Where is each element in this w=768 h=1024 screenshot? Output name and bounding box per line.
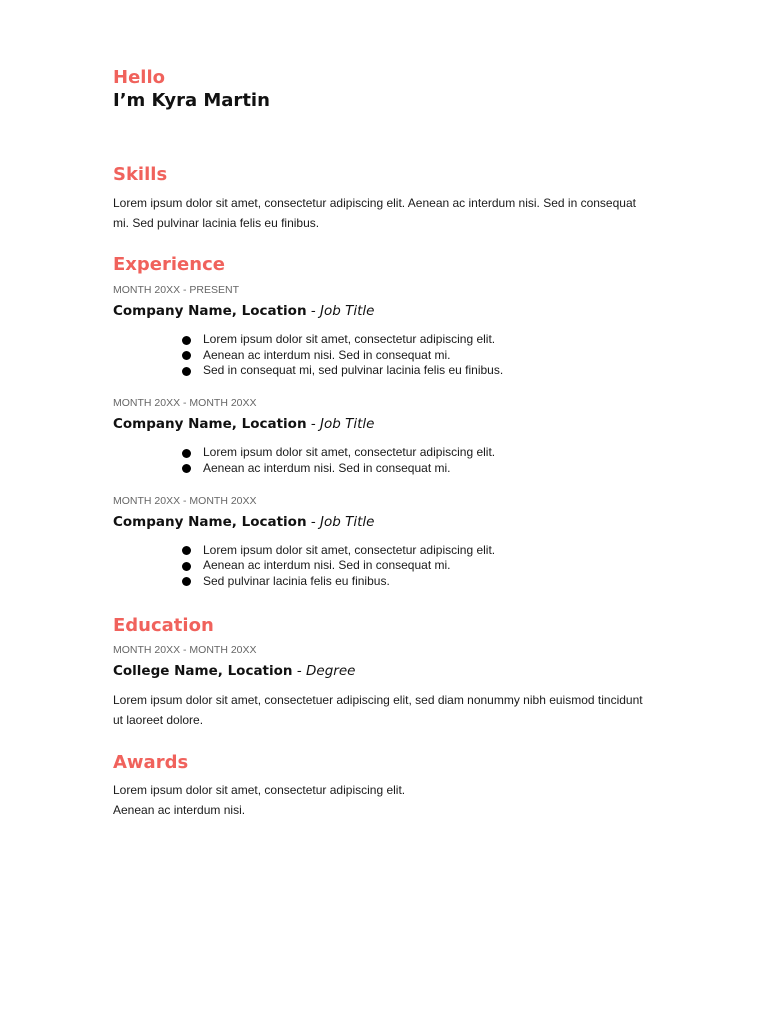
bullet-icon bbox=[182, 562, 191, 571]
resume-page bbox=[113, 66, 673, 820]
entry-title bbox=[113, 301, 673, 321]
bullet-icon bbox=[182, 351, 191, 360]
entry-dates: MONTH 20XX - MONTH 20XX bbox=[113, 494, 257, 507]
skills-text bbox=[113, 193, 673, 233]
bullet-icon bbox=[182, 577, 191, 586]
education-entry bbox=[113, 643, 673, 730]
bullet-icon bbox=[182, 464, 191, 473]
bullet-text: Aenean ac interdum nisi. Sed in consequat mi. bbox=[203, 460, 451, 475]
bullet-icon bbox=[182, 546, 191, 555]
education-text bbox=[113, 690, 673, 730]
awards-line: Aenean ac interdum nisi. bbox=[113, 802, 246, 817]
company-name: Company Name, Location bbox=[113, 303, 307, 319]
entry-title bbox=[113, 414, 673, 434]
title-separator: - bbox=[292, 662, 306, 679]
education-line: Lorem ipsum dolor sit amet, consectetuer adipiscing elit, sed diam nonummy nibh euismod tincidunt bbox=[113, 692, 643, 707]
bullet-item bbox=[182, 574, 673, 590]
job-title: Job Title bbox=[320, 513, 375, 530]
greeting: Hello bbox=[113, 67, 165, 88]
entry-dates: MONTH 20XX - PRESENT bbox=[113, 284, 240, 296]
bullet-text: Lorem ipsum dolor sit amet, consectetur adipiscing elit. bbox=[203, 542, 496, 557]
school-name: College Name, Location bbox=[113, 662, 293, 679]
bullet-text: Aenean ac interdum nisi. Sed in consequat mi. bbox=[203, 558, 451, 573]
awards-line: Lorem ipsum dolor sit amet, consectetur adipiscing elit. bbox=[113, 782, 406, 797]
bullet-icon bbox=[182, 367, 191, 376]
entry-title bbox=[113, 512, 673, 532]
education-line: ut laoreet dolore. bbox=[113, 712, 204, 727]
bullet-item bbox=[182, 461, 673, 477]
bullet-text: Sed in consequat mi, sed pulvinar lacinia felis eu finibus. bbox=[203, 363, 504, 378]
bullet-item bbox=[182, 445, 673, 461]
bullet-item bbox=[182, 332, 673, 348]
awards-text bbox=[113, 780, 673, 820]
job-title: Job Title bbox=[320, 303, 375, 319]
company-name: Company Name, Location bbox=[113, 513, 307, 530]
section-title-experience: Experience bbox=[113, 254, 225, 275]
bullet-text: Lorem ipsum dolor sit amet, consectetur adipiscing elit. bbox=[203, 332, 496, 346]
candidate-name: I’m Kyra Martin bbox=[113, 90, 270, 111]
company-name: Company Name, Location bbox=[113, 416, 307, 433]
degree: Degree bbox=[306, 662, 356, 679]
section-title-education: Education bbox=[113, 614, 214, 636]
bullet-item bbox=[182, 543, 673, 559]
section-title-awards: Awards bbox=[113, 751, 189, 773]
skills-line: Lorem ipsum dolor sit amet, consectetur adipiscing elit. Aenean ac interdum nisi. Sed in consequat bbox=[113, 196, 636, 210]
bullet-list bbox=[113, 445, 673, 476]
bullet-item bbox=[182, 348, 673, 364]
bullet-list bbox=[113, 543, 673, 590]
entry-dates: MONTH 20XX - MONTH 20XX bbox=[113, 643, 257, 656]
bullet-text: Lorem ipsum dolor sit amet, consectetur adipiscing elit. bbox=[203, 445, 496, 460]
experience-entry bbox=[113, 396, 673, 476]
bullet-text: Sed pulvinar lacinia felis eu finibus. bbox=[203, 573, 390, 588]
section-title-skills: Skills bbox=[113, 164, 168, 185]
bullet-item bbox=[182, 558, 673, 574]
bullet-icon bbox=[182, 449, 191, 458]
bullet-list bbox=[113, 332, 673, 379]
entry-dates: MONTH 20XX - MONTH 20XX bbox=[113, 397, 257, 410]
skills-line: mi. Sed pulvinar lacinia felis eu finibus. bbox=[113, 216, 320, 230]
title-separator: - bbox=[306, 416, 321, 433]
title-separator: - bbox=[306, 303, 321, 319]
title-separator: - bbox=[306, 513, 321, 530]
bullet-item bbox=[182, 363, 673, 379]
job-title: Job Title bbox=[320, 416, 375, 433]
bullet-icon bbox=[182, 336, 191, 345]
entry-title bbox=[113, 661, 673, 681]
experience-entry bbox=[113, 283, 673, 379]
experience-entry bbox=[113, 494, 673, 590]
bullet-text: Aenean ac interdum nisi. Sed in consequat mi. bbox=[203, 347, 451, 362]
